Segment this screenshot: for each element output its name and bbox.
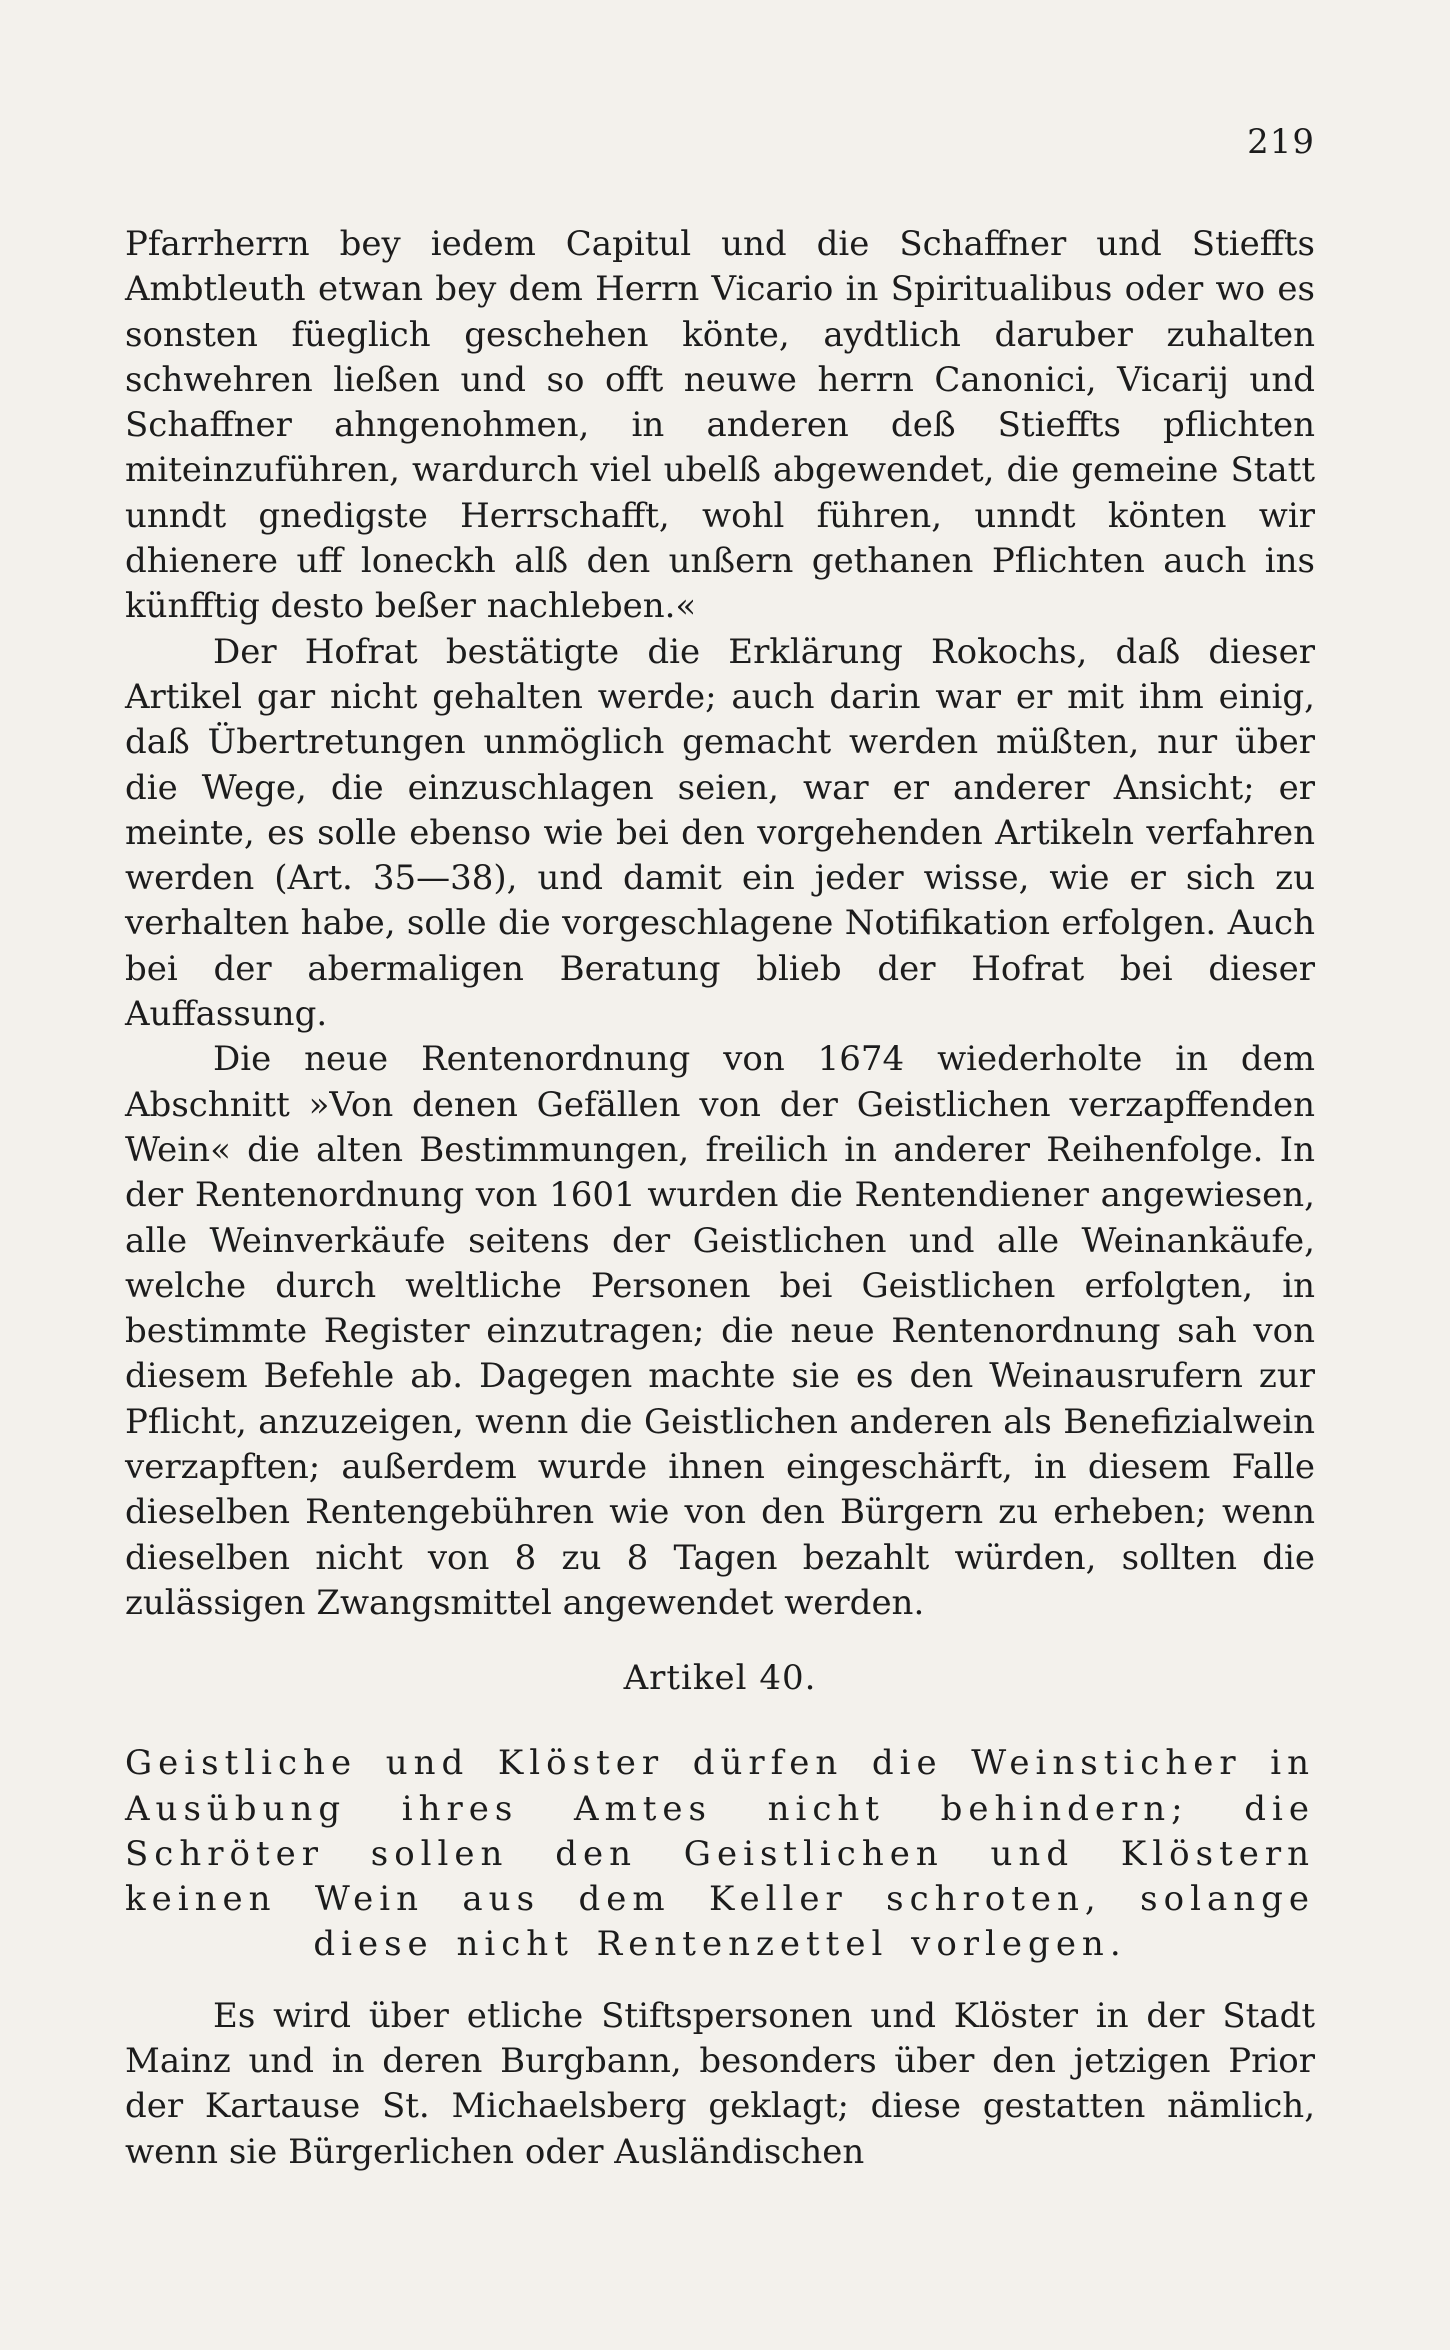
body-text	[125, 222, 1315, 2175]
paragraph-rentenordnung: Die neue Rentenordnung von 1674 wiederholte in dem Abschnitt »Von denen Gefällen von der Geistlichen verzapffenden Wein« die alten Bestimmungen, freilich in anderer Reihenfolge. In der Rentenordnung von 1601 wurden die Rentendiener angewiesen, alle Weinverkäufe seitens der Geistlichen und alle Weinankäufe, welche durch weltliche Personen bei Geistlichen erfolgten, in bestimmte Register einzutragen; die neue Rentenordnung sah von diesem Befehle ab. Dagegen machte sie es den Weinausrufern zur Pflicht, anzuzeigen, wenn die Geistlichen anderen als Benefizialwein verzapften; außerdem wurde ihnen eingeschärft, in diesem Falle dieselben Rentengebühren wie von den Bürgern zu erheben; wenn dieselben nicht von 8 zu 8 Tagen bezahlt würden, sollten die zulässigen Zwangsmittel angewendet werden.	[125, 1039, 1315, 1623]
article-heading: Artikel 40.	[623, 1658, 817, 1699]
article-text-spaced: Geistliche und Klöster dürfen die Weinsticher in Ausübung ihres Amtes nicht behindern; die Schröter sollen den Geistlichen und Klöstern keinen Wein aus dem Keller schroten, solange diese nicht Rentenzettel vorlegen.	[125, 1743, 1315, 1965]
paragraph-stiftspersonen: Es wird über etliche Stiftspersonen und Klöster in der Stadt Mainz und in deren Burgbann, besonders über den jetzigen Prior der Kartause St. Michaelsberg geklagt; diese gestatten nämlich, wenn sie Bürgerlichen oder Ausländischen	[125, 1995, 1315, 2172]
page-number: 219	[1247, 122, 1315, 162]
paragraph-hofrat: Der Hofrat bestätigte die Erklärung Rokochs, daß dieser Artikel gar nicht gehalten werde; auch darin war er mit ihm einig, daß Übertretungen unmöglich gemacht werden müßten, nur über die Wege, die einzuschlagen seien, war er anderer Ansicht; er meinte, es solle ebenso wie bei den vorgehenden Artikeln verfahren werden (Art. 35—38), und damit ein jeder wisse, wie er sich zu verhalten habe, solle die vorgeschlagene Notifikation erfolgen. Auch bei der abermaligen Beratung blieb der Hofrat bei dieser Auffassung.	[125, 631, 1315, 1035]
book-page	[125, 122, 1315, 2272]
paragraph-quote-end: Pfarrherrn bey iedem Capitul und die Schaffner und Stieffts Ambtleuth etwan bey dem Herrn Vicario in Spiritualibus oder wo es sonsten füeglich geschehen könte, aydtlich daruber zuhalten schwehren ließen und so offt neuwe herrn Canonici, Vicarij und Schaffner ahngenohmen, in anderen deß Stieffts pflichten miteinzuführen, wardurch viel ubelß abgewendet, die gemeine Statt unndt gnedigste Herrschafft, wohl führen, unndt könten wir dhienere uff loneckh alß den unßern gethanen Pflichten auch ins künfftig desto beßer nachleben.«	[125, 224, 1315, 627]
